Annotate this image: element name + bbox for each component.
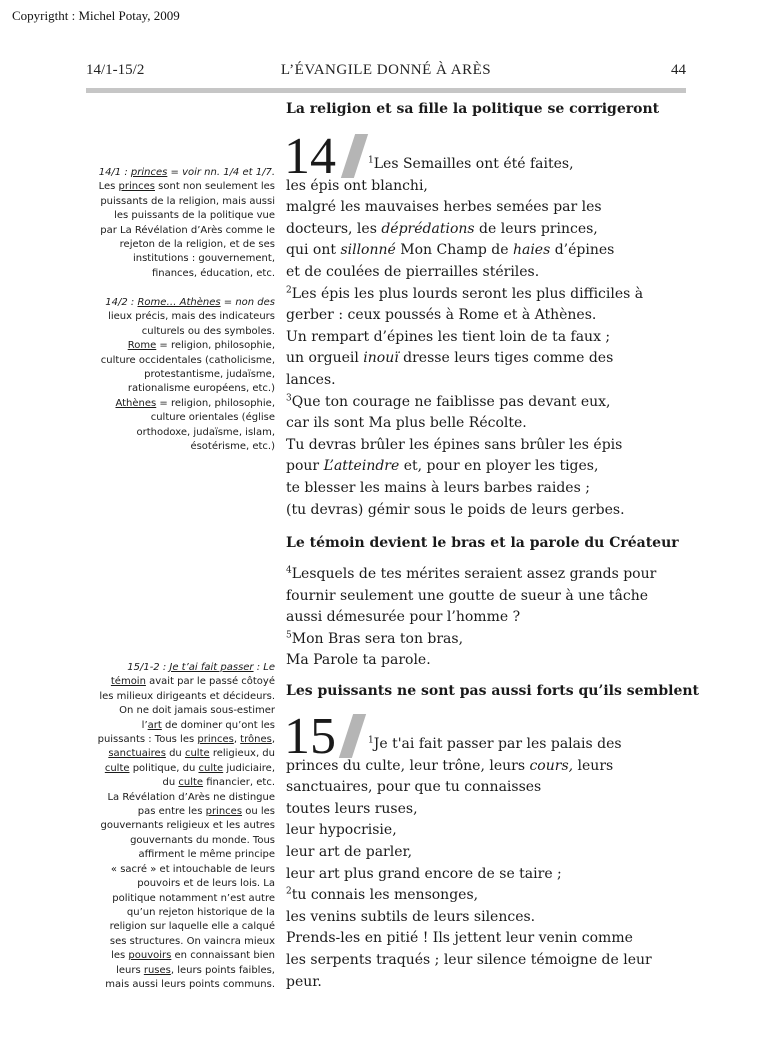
note-line xyxy=(85,675,275,689)
note-line xyxy=(85,224,275,238)
text-run: gerber : ceux poussés à Rome et à Athènes. xyxy=(286,307,597,324)
verse-line xyxy=(286,219,696,241)
text-run: pouvoirs xyxy=(128,950,172,962)
text-run: , xyxy=(233,734,241,746)
text-run: Tu devras brûler les épines sans brûler les épis xyxy=(286,436,623,453)
text-run: sanctuaires, pour que tu connaisses xyxy=(286,779,542,796)
text-run: leur art de parler, xyxy=(286,843,413,860)
text-run: et, pour en ployer les tiges, xyxy=(399,458,599,475)
text-run: lances. xyxy=(286,371,336,388)
text-run: rejeton de la religion, et de ses xyxy=(119,239,275,251)
text-run: pas entre les xyxy=(137,806,206,818)
text-run: = voir nn. 1/4 et 1/7. xyxy=(167,167,275,178)
margin-note-14-1 xyxy=(85,166,275,281)
text-run: puissants de la religion, mais aussi xyxy=(100,195,275,207)
note-line xyxy=(85,834,275,848)
text-run: princes xyxy=(118,181,155,193)
note-line xyxy=(85,747,275,761)
text-run: peur. xyxy=(286,973,322,990)
text-run: 14/2 : xyxy=(105,297,138,308)
verse-line xyxy=(286,500,696,522)
text-run: de leurs princes, xyxy=(474,220,598,237)
note-line xyxy=(85,440,275,454)
header-rule xyxy=(86,88,686,93)
text-run: 14/1 : xyxy=(98,167,131,178)
text-run: ruses xyxy=(143,964,171,976)
text-run: de dominer qu’ont les xyxy=(161,719,275,731)
verse-line xyxy=(286,734,696,756)
text-run: protestantisme, judaïsme, xyxy=(144,369,275,381)
text-run: La Révélation d’Arès ne distingue xyxy=(107,791,275,803)
note-line xyxy=(85,791,275,805)
text-run: avait par le passé côtoyé xyxy=(145,676,275,688)
note-line xyxy=(85,397,275,411)
note-line xyxy=(85,325,275,339)
note-line xyxy=(85,180,275,194)
verse-line xyxy=(286,348,696,370)
text-run: l’ xyxy=(141,719,148,731)
text-run: Que ton courage ne faiblisse pas devant eux, xyxy=(291,393,611,410)
text-run: lieux précis, mais des indicateurs xyxy=(108,311,275,323)
verse-number: 4 xyxy=(286,565,292,576)
text-run: ésotérisme, etc.) xyxy=(190,441,275,453)
text-run: leur art plus grand encore de se taire ; xyxy=(286,865,562,882)
text-run: Les épis les plus lourds seront les plus difficiles à xyxy=(291,285,644,302)
text-run: (tu devras) gémir sous le poids de leurs gerbes. xyxy=(286,501,625,518)
text-run: les xyxy=(111,950,129,962)
verse-line xyxy=(286,950,696,972)
note-line xyxy=(85,411,275,425)
note-line xyxy=(85,906,275,920)
verse-line xyxy=(286,842,696,864)
note-line xyxy=(85,892,275,906)
text-run: qu’un rejeton historique de la xyxy=(126,906,275,918)
text-run: institutions : gouvernement, xyxy=(132,253,275,265)
text-run: affirment le même principe xyxy=(138,849,275,861)
text-run: tu connais les mensonges, xyxy=(291,887,479,904)
text-run: leurs xyxy=(573,757,614,774)
text-run: princes du culte, leur trône, leurs xyxy=(286,757,530,774)
note-line xyxy=(85,776,275,790)
note-line xyxy=(85,354,275,368)
text-run: leur hypocrisie, xyxy=(286,822,397,839)
text-run: ses structures. On vaincra mieux xyxy=(109,935,275,947)
text-run: et de coulées de pierrailles stériles. xyxy=(286,263,540,280)
text-run: L’atteindre xyxy=(323,458,400,475)
text-run: les épis ont blanchi, xyxy=(286,177,428,194)
text-run: Athènes xyxy=(115,397,157,409)
text-run: : Le xyxy=(253,662,275,673)
text-run: déprédations xyxy=(381,220,475,237)
note-line xyxy=(85,877,275,891)
running-head xyxy=(86,62,686,82)
verse-line xyxy=(286,435,696,457)
text-run: gouvernants du monde. Tous xyxy=(130,834,275,846)
verse-line xyxy=(286,607,696,629)
note-line xyxy=(85,805,275,819)
verse-line xyxy=(286,564,696,586)
verse-line xyxy=(286,864,696,886)
text-run: car ils sont Ma plus belle Récolte. xyxy=(286,415,527,432)
verse-block-14-4-5 xyxy=(286,564,696,672)
text-run: culte xyxy=(178,777,204,789)
note-line xyxy=(85,267,275,281)
verse-line xyxy=(286,928,696,950)
note-line xyxy=(85,310,275,324)
text-run: Lesquels de tes mérites seraient assez grands pour xyxy=(291,566,657,582)
text-run: docteurs, les xyxy=(286,220,382,237)
verse-line xyxy=(286,370,696,392)
text-run: par La Révélation d’Arès comme le xyxy=(100,224,275,236)
text-run: Prends-les en pitié ! Ils jettent leur venin comme xyxy=(286,930,633,947)
text-run: les puissants de la politique vue xyxy=(114,210,275,222)
text-run: = religion, philosophie, xyxy=(156,397,275,409)
text-run: Je t'ai fait passer par les palais des xyxy=(373,736,622,752)
verse-line xyxy=(286,629,696,651)
text-run: les milieux dirigeants et décideurs. xyxy=(99,690,275,702)
text-run: leurs xyxy=(116,964,144,976)
text-run: princes xyxy=(130,167,168,178)
text-run: un orgueil xyxy=(286,350,364,367)
verse-number: 1 xyxy=(368,155,374,166)
text-run: princes xyxy=(197,734,234,746)
note-line xyxy=(85,238,275,252)
section-heading-3: Les puissants ne sont pas aussi forts qu’ils semblent xyxy=(286,683,700,699)
note-line xyxy=(85,762,275,776)
note-line xyxy=(85,166,275,180)
text-run: religion sur laquelle elle a calqué xyxy=(109,921,275,933)
text-run: malgré les mauvaises herbes semées par les xyxy=(286,199,602,216)
note-line xyxy=(85,195,275,209)
text-run: sillonné xyxy=(340,242,396,259)
text-run: art xyxy=(147,719,162,731)
text-run: mais aussi leurs points communs. xyxy=(105,978,275,990)
text-run: en connaissant bien xyxy=(171,950,275,962)
text-run: du xyxy=(162,777,179,789)
note-line xyxy=(85,863,275,877)
text-run: fournir seulement une goutte de sueur à une tâche xyxy=(286,587,649,604)
copyright-notice: Copyrigtht : Michel Potay, 2009 xyxy=(12,8,180,23)
verse-line xyxy=(286,240,696,262)
note-line xyxy=(85,296,275,310)
verse-block-14-1-3 xyxy=(286,154,696,521)
note-line xyxy=(85,704,275,718)
note-line xyxy=(85,964,275,978)
note-line xyxy=(85,819,275,833)
verse-line xyxy=(286,262,696,284)
text-run: culture occidentales (catholicisme, xyxy=(100,354,275,366)
text-run: Mon Bras sera ton bras, xyxy=(291,630,464,647)
verse-number: 3 xyxy=(286,392,292,403)
note-line xyxy=(85,252,275,266)
verse-line xyxy=(286,650,696,672)
text-run: « sacré » et intouchable de leurs xyxy=(110,863,275,875)
text-run: du xyxy=(165,748,185,760)
text-run: témoin xyxy=(110,676,146,688)
text-run: = religion, philosophie, xyxy=(156,340,275,352)
note-line xyxy=(85,949,275,963)
note-line xyxy=(85,368,275,382)
verse-line xyxy=(286,413,696,435)
text-run: pour xyxy=(286,458,324,475)
text-run: ou les xyxy=(242,806,275,818)
text-run: sanctuaires xyxy=(108,748,166,760)
verse-line xyxy=(286,972,696,994)
text-run: Les xyxy=(98,181,119,193)
verse-block-15-1-2 xyxy=(286,734,696,993)
text-run: finances, éducation, etc. xyxy=(151,267,275,279)
text-run: aussi démesurée pour l’homme ? xyxy=(286,609,521,626)
text-run: te blesser les mains à leurs barbes raides ; xyxy=(286,479,590,496)
text-run: judiciaire, xyxy=(223,762,275,774)
verse-line xyxy=(286,197,696,219)
note-line xyxy=(85,719,275,733)
text-run: culte xyxy=(184,748,210,760)
note-line xyxy=(85,920,275,934)
book-title: L’ÉVANGILE DONNÉ À ARÈS xyxy=(280,62,492,78)
text-run: pouvoirs et de leurs lois. La xyxy=(137,878,275,890)
text-run: religieux, du xyxy=(209,748,275,760)
note-line xyxy=(85,690,275,704)
note-line xyxy=(85,848,275,862)
text-run: trônes xyxy=(240,734,272,746)
verse-number: 1 xyxy=(368,735,374,746)
verse-range: 14/1-15/2 xyxy=(86,62,145,78)
text-run: Un rempart d’épines les tient loin de ta faux ; xyxy=(286,328,611,345)
verse-line xyxy=(286,885,696,907)
verse-line xyxy=(286,478,696,500)
text-run: = non des xyxy=(220,297,275,308)
verse-line xyxy=(286,820,696,842)
section-heading-2: Le témoin devient le bras et la parole du Créateur xyxy=(286,535,679,551)
text-run: culturels ou des symboles. xyxy=(141,325,275,337)
verse-line xyxy=(286,586,696,608)
text-run: , leurs points faibles, xyxy=(170,964,275,976)
chapter-number: 15 xyxy=(284,708,336,765)
note-line xyxy=(85,935,275,949)
note-line xyxy=(85,382,275,396)
verse-line xyxy=(286,284,696,306)
verse-line xyxy=(286,907,696,929)
verse-number: 2 xyxy=(286,284,292,295)
verse-number: 2 xyxy=(286,886,292,897)
text-run: qui ont xyxy=(286,242,341,259)
verse-line xyxy=(286,799,696,821)
text-run: princes xyxy=(205,806,243,818)
verse-line xyxy=(286,756,696,778)
verse-line xyxy=(286,777,696,799)
text-run: dresse leurs tiges comme des xyxy=(398,350,614,367)
verse-line xyxy=(286,392,696,414)
note-line xyxy=(85,978,275,992)
margin-note-14-2 xyxy=(85,296,275,454)
text-run: Mon Champ de xyxy=(395,242,513,259)
page-number: 44 xyxy=(671,62,686,78)
text-run: Rome… Athènes xyxy=(137,297,221,308)
text-run: inouï xyxy=(363,350,399,367)
text-run: sont non seulement les xyxy=(154,181,275,193)
text-run: On ne doit jamais sous-estimer xyxy=(119,705,275,717)
text-run: politique, du xyxy=(129,762,199,774)
verse-line xyxy=(286,176,696,198)
text-run: culte xyxy=(104,762,130,774)
note-line xyxy=(85,661,275,675)
text-run: Rome xyxy=(127,340,157,352)
text-run: puissants : Tous les xyxy=(97,734,198,746)
text-run: 15/1-2 : xyxy=(127,662,170,673)
text-run: Les Semailles ont été faites, xyxy=(373,156,574,172)
text-run: haies xyxy=(512,242,551,259)
text-run: culture orientales (église xyxy=(150,412,275,424)
text-run: financier, etc. xyxy=(203,777,275,789)
note-line xyxy=(85,209,275,223)
chapter-number: 14 xyxy=(284,128,336,185)
text-run: rationalisme européens, etc.) xyxy=(127,383,275,395)
text-run: Je t’ai fait passer xyxy=(169,662,254,673)
text-run: les venins subtils de leurs silences. xyxy=(286,908,536,925)
text-run: Ma Parole ta parole. xyxy=(286,652,431,669)
verse-line xyxy=(286,305,696,327)
verse-line xyxy=(286,327,696,349)
text-run: orthodoxe, judaïsme, islam, xyxy=(136,426,275,438)
text-run: d’épines xyxy=(550,242,615,259)
section-heading-1: La religion et sa fille la politique se corrigeront xyxy=(286,101,660,117)
text-run: culte xyxy=(198,762,224,774)
margin-note-15-1-2 xyxy=(85,661,275,992)
note-line xyxy=(85,426,275,440)
text-run: politique notamment n’est autre xyxy=(112,892,275,904)
text-run: les serpents traqués ; leur silence témoigne de leur xyxy=(286,951,652,968)
note-line xyxy=(85,733,275,747)
note-line xyxy=(85,339,275,353)
verse-line xyxy=(286,154,696,176)
text-run: toutes leurs ruses, xyxy=(286,800,418,817)
text-run: , xyxy=(271,734,275,746)
verse-number: 5 xyxy=(286,630,292,641)
text-run: gouvernants religieux et les autres xyxy=(100,820,275,832)
verse-line xyxy=(286,456,696,478)
text-run: cours, xyxy=(529,757,574,774)
